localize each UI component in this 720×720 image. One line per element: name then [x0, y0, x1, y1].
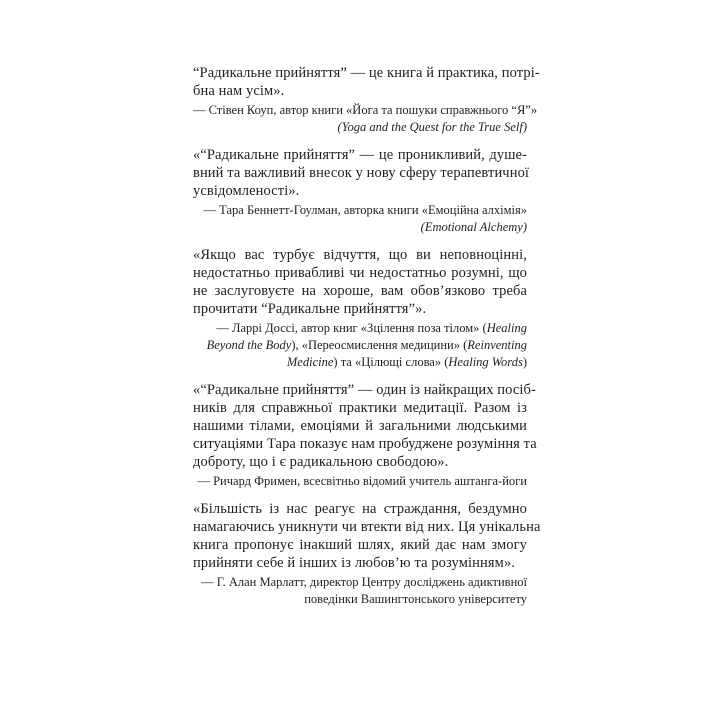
- book-title-english: Healing Words: [448, 355, 523, 369]
- quote-line: прочитати “Радикальне прийняття”».: [193, 301, 427, 317]
- attribution-text: — Тара Беннетт-Гоулман, авторка книги «Емоційна алхімія»: [203, 203, 527, 217]
- quote-line: «“Радикальне прийняття” — один із найкращих посіб-: [193, 382, 536, 398]
- quote-line: намагаючись уникнути чи втекти від них. Ця унікальна: [193, 519, 541, 535]
- attribution-line: [193, 102, 538, 119]
- attribution-line: [193, 320, 527, 337]
- endorsement-block: [193, 246, 527, 371]
- quote-line: ситуаціями Тара показує нам пробуджене розуміння та: [193, 436, 537, 452]
- quote-line: усвідомленості».: [193, 183, 300, 199]
- book-title-english: Healing: [486, 321, 527, 335]
- quote-text: [193, 64, 540, 100]
- quote-line: бна нам усім».: [193, 83, 285, 99]
- book-title-english: (Emotional Alchemy): [420, 220, 527, 234]
- quote-line: книга пропонує інакший шлях, який дає нам змогу: [193, 537, 527, 553]
- quote-text: [193, 146, 530, 200]
- attribution-text: ) та «Цілющі слова» (: [333, 355, 449, 369]
- attribution-line: [193, 337, 527, 354]
- attribution: [193, 473, 527, 490]
- attribution-line: [193, 473, 527, 490]
- book-title-english: Beyond the Body: [206, 338, 292, 352]
- attribution-line: [193, 354, 527, 371]
- quote-line: «Якщо вас турбує відчуття, що ви неповноцінні,: [193, 247, 527, 263]
- attribution-line: [193, 219, 527, 236]
- attribution-line: [193, 202, 527, 219]
- quote-line: доброту, що і є радикальною свободою».: [193, 454, 449, 470]
- attribution: [193, 102, 538, 136]
- endorsement-block: [193, 500, 541, 608]
- attribution-text: ), «Переосмислення медицини» (: [291, 338, 468, 352]
- quote-line: «Більшість із нас реагує на страждання, бездумно: [193, 501, 527, 517]
- book-title-english: Reinventing: [467, 338, 527, 352]
- quote-line: вний та важливий внесок у нову сферу терапевтичної: [193, 165, 530, 181]
- attribution-text: ): [522, 355, 527, 369]
- attribution-line: [193, 574, 527, 591]
- attribution-text: — Ричард Фримен, всесвітньо відомий учитель аштанга-йоги: [197, 474, 527, 488]
- attribution-text: — Стівен Коуп, автор книги «Йога та пошуки справжнього “Я”»: [193, 103, 538, 117]
- attribution-text: поведінки Вашингтонського університету: [304, 592, 527, 606]
- endorsements-list: [193, 64, 541, 618]
- quote-text: [193, 246, 527, 318]
- attribution: [193, 202, 527, 236]
- quote-line: ників для справжньої практики медитації. Разом із: [193, 400, 527, 416]
- book-title-english: (Yoga and the Quest for the True Self): [337, 120, 527, 134]
- quote-line: «“Радикальне прийняття” — це проникливий, душе-: [193, 147, 527, 163]
- quote-text: [193, 381, 537, 471]
- endorsement-block: [193, 381, 537, 490]
- attribution-line: [193, 591, 527, 608]
- quote-line: нашими тілами, емоціями й загальними людськими: [193, 418, 527, 434]
- quote-text: [193, 500, 541, 572]
- endorsement-block: [193, 64, 540, 136]
- quote-line: недостатньо привабливі чи недостатньо розумні, що: [193, 265, 527, 281]
- endorsement-block: [193, 146, 530, 236]
- attribution-line: [193, 119, 527, 136]
- attribution: [193, 320, 527, 371]
- attribution: [193, 574, 527, 608]
- book-title-english: Medicine: [286, 355, 334, 369]
- quote-line: не заслуговуєте на хороше, вам обов’язково треба: [193, 283, 527, 299]
- attribution-text: — Г. Алан Марлатт, директор Центру досліджень адиктивної: [201, 575, 527, 589]
- attribution-text: — Ларрі Доссі, автор книг «Зцілення поза тілом» (: [216, 321, 487, 335]
- quote-line: прийняти себе й інших із любов’ю та розумінням».: [193, 555, 515, 571]
- quote-line: “Радикальне прийняття” — це книга й практика, потрі-: [193, 65, 540, 81]
